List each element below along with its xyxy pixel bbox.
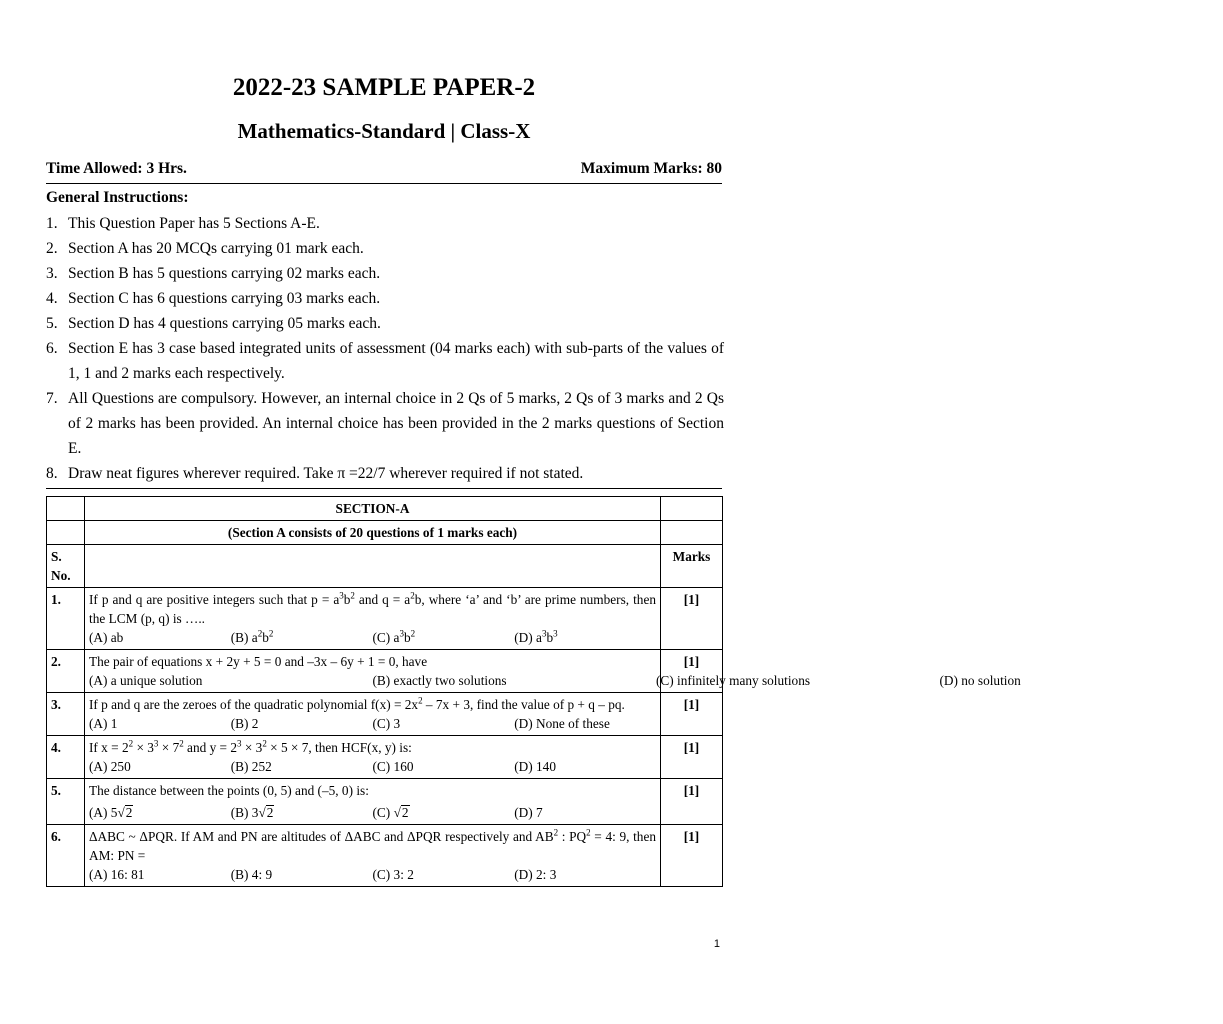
question-table bbox=[46, 496, 1021, 887]
option: (C) 3: 2 bbox=[372, 867, 414, 882]
question-marks: [1] bbox=[661, 825, 723, 887]
option: (D) no solution bbox=[939, 673, 1021, 688]
option: (A) a unique solution bbox=[89, 673, 203, 688]
option: (D) 2: 3 bbox=[514, 867, 557, 882]
instruction-item: 7. All Questions are compulsory. However, an internal choice in 2 Qs of 5 marks, 2 Qs of 3 marks and 2 Qs of 2 marks has been provided. An internal choice has been provided in the 2 marks questions of Section E. bbox=[46, 390, 724, 457]
time-allowed: Time Allowed: 3 Hrs. bbox=[46, 160, 187, 177]
instruction-item: 5. Section D has 4 questions carrying 05 marks each. bbox=[46, 315, 381, 332]
options bbox=[89, 671, 1021, 690]
option: (A) 5√2 bbox=[89, 805, 133, 820]
header-divider bbox=[46, 183, 722, 184]
option: (B) 2 bbox=[230, 716, 259, 731]
option: (C) $a^3b^2$ bbox=[372, 628, 416, 645]
option: (B) 4: 9 bbox=[230, 867, 273, 882]
options bbox=[89, 800, 656, 822]
section-subtitle-row bbox=[47, 521, 723, 545]
options bbox=[89, 757, 656, 776]
question-marks: [1] bbox=[661, 693, 723, 736]
question-text: The distance between the points (0, 5) and (–5, 0) is: bbox=[89, 783, 369, 798]
option: (C) infinitely many solutions bbox=[656, 673, 811, 688]
option: (B) exactly two solutions bbox=[372, 673, 507, 688]
question-text: If p and q are the zeroes of the quadratic polynomial $f(x) = 2x^2 - 7x + 3$, find the value of p + q – pq. bbox=[89, 695, 625, 712]
question-marks: [1] bbox=[661, 588, 723, 650]
question-number: 3. bbox=[47, 693, 85, 736]
option: (B) 3√2 bbox=[230, 805, 274, 820]
paper-title: 2022-23 SAMPLE PAPER-2 bbox=[232, 74, 536, 101]
option: (B) 252 bbox=[230, 759, 272, 774]
maximum-marks: Maximum Marks: 80 bbox=[580, 160, 722, 177]
question-body bbox=[85, 825, 661, 887]
section-subtitle: (Section A consists of 20 questions of 1 marks each) bbox=[85, 521, 661, 545]
table-row bbox=[47, 650, 723, 693]
paper-subtitle: Mathematics-Standard | Class-X bbox=[237, 119, 531, 143]
instruction-item: 2. Section A has 20 MCQs carrying 01 mark each. bbox=[46, 240, 364, 257]
instruction-item: 1. This Question Paper has 5 Sections A-E. bbox=[46, 215, 320, 232]
options bbox=[89, 714, 656, 733]
question-marks: [1] bbox=[661, 736, 723, 779]
instruction-item: 4. Section C has 6 questions carrying 03 marks each. bbox=[46, 290, 381, 307]
question-number: 6. bbox=[47, 825, 85, 887]
instructions-list bbox=[46, 211, 724, 486]
table-row bbox=[47, 825, 723, 887]
page-number: 1 bbox=[713, 938, 720, 950]
option: (A) 1 bbox=[89, 716, 118, 731]
question-body bbox=[85, 736, 661, 779]
table-row bbox=[47, 588, 723, 650]
question-number: 1. bbox=[47, 588, 85, 650]
instruction-item: 3. Section B has 5 questions carrying 02 marks each. bbox=[46, 265, 381, 282]
question-body bbox=[85, 693, 661, 736]
option: (D) 140 bbox=[514, 759, 556, 774]
option: (A) 16: 81 bbox=[89, 867, 145, 882]
question-number: 2. bbox=[47, 650, 85, 693]
option: (C) 160 bbox=[372, 759, 414, 774]
question-body bbox=[85, 588, 661, 650]
question-text: If $x = 2^2 \times 3^3 \times 7^2$ and $y = 2^3 \times 3^2 \times 5 \times 7$, then HCF(x, y) is: bbox=[89, 738, 412, 755]
section-title: SECTION-A bbox=[85, 497, 661, 521]
question-text: The pair of equations x + 2y + 5 = 0 and –3x – 6y + 1 = 0, have bbox=[89, 654, 428, 669]
option: (A) ab bbox=[89, 630, 124, 645]
question-text: If p and q are positive integers such that $p = a^3b^2$ and $q = a^2b$, where ‘a’ and ‘b’ are prime numbers, then the LCM (p, q) is ….. bbox=[89, 590, 657, 626]
question-marks: [1] bbox=[661, 650, 723, 693]
option: (C) 3 bbox=[372, 716, 401, 731]
question-text: ΔABC ~ ΔPQR. If AM and PN are altitudes of ΔABC and ΔPQR respectively and $AB^2$ : $PQ^2 = 4$: 9, then AM: PN = bbox=[89, 827, 656, 863]
instructions-heading: General Instructions: bbox=[46, 189, 189, 206]
table-header-row bbox=[47, 545, 723, 588]
col-marks-header: Marks bbox=[661, 545, 723, 588]
instruction-item: 8. Draw neat figures wherever required. Take π =22/7 wherever required if not stated. bbox=[46, 465, 584, 482]
table-row bbox=[47, 779, 723, 825]
instruction-item: 6. Section E has 3 case based integrated units of assessment (04 marks each) with sub-parts of the values of 1, 1 and 2 marks each respectively. bbox=[46, 340, 724, 382]
section-title-row bbox=[47, 497, 723, 521]
table-row bbox=[47, 736, 723, 779]
option: (A) 250 bbox=[89, 759, 131, 774]
question-marks: [1] bbox=[661, 779, 723, 825]
question-number: 4. bbox=[47, 736, 85, 779]
col-sno-header: S. No. bbox=[47, 545, 85, 588]
options bbox=[89, 865, 656, 884]
option: (D) None of these bbox=[514, 716, 610, 731]
option: (C) √2 bbox=[372, 805, 409, 820]
question-body bbox=[85, 650, 1021, 693]
question-body bbox=[85, 779, 661, 825]
option: (B) $a^2b^2$ bbox=[230, 628, 274, 645]
option: (D) 7 bbox=[514, 805, 543, 820]
option: (D) $a^3b^3$ bbox=[514, 628, 558, 645]
table-row bbox=[47, 693, 723, 736]
instructions-divider bbox=[46, 488, 722, 489]
question-number: 5. bbox=[47, 779, 85, 825]
options bbox=[89, 628, 656, 647]
